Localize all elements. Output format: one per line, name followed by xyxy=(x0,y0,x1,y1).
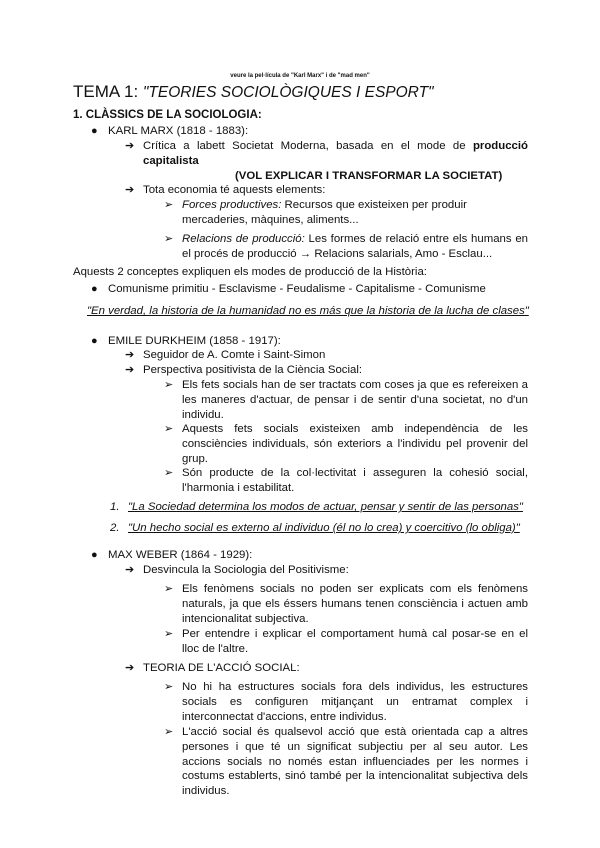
arrowhead-bullet-icon: ➢ xyxy=(164,628,174,640)
theory-point: L'acció social és qualsevol acció que està orientada cap a altres persones i que té un significat subjectiu per al seu autor. Les accions socials no només estan influenciades per les normes i costums establerts, sinó també per la intencionalitat subjectiva dels individus. xyxy=(182,726,528,798)
durkheim-point: Els fets socials han de ser tractats com coses ja que es refereixen a les maneres d'actuar, de pensar i de sentir d'una societat, no d'un individu. xyxy=(182,379,528,421)
durkheim-follower: Seguidor de A. Comte i Saint-Simon xyxy=(143,349,326,361)
arrowhead-bullet-icon: ➢ xyxy=(164,423,174,435)
section-heading: 1. CLÀSSICS DE LA SOCIOLOGIA: xyxy=(73,109,262,121)
quote-number: 2. xyxy=(110,522,120,534)
durkheim-quote: "La Sociedad determina los modos de actuar, pensar y sentir de las personas" xyxy=(128,501,523,513)
marx-heading: KARL MARX (1818 - 1883): xyxy=(108,125,249,137)
forces-item xyxy=(182,198,528,228)
marx-quote: "En verdad, la historia de la humanidad no es más que la historia de la lucha de clases" xyxy=(87,305,529,317)
critique-text: Crítica a labett Societat Moderna, basada en el mode de xyxy=(143,140,473,152)
durkheim-perspective: Perspectiva positivista de la Ciència Social: xyxy=(143,364,363,376)
theory-point: No hi ha estructures socials fora dels individus, les estructures socials es configuren mitjançant un entramat complex i interconnectat d'accions, entre individus. xyxy=(182,681,528,723)
weber-point: Els fenòmens socials no poden ser explicats com els fenòmens naturals, ja que els éssers humans tenen consciència i actuen amb intencionalitat subjectiva. xyxy=(182,583,528,625)
marx-goal: (VOL EXPLICAR I TRANSFORMAR LA SOCIETAT) xyxy=(235,170,503,182)
bullet-icon: ● xyxy=(91,283,98,295)
weber-theory: TEORIA DE L'ACCIÓ SOCIAL: xyxy=(143,662,300,674)
forces-text: Recursos que existeixen per produir mercaderies, màquines, aliments... xyxy=(182,199,467,226)
weber-heading: MAX WEBER (1864 - 1929): xyxy=(108,549,253,561)
bullet-icon: ● xyxy=(91,125,98,137)
modes-intro: Aquests 2 conceptes expliquen els modes de producció de la Història: xyxy=(73,266,427,278)
marx-economy: Tota economia té aquests elements: xyxy=(143,184,326,196)
arrowhead-bullet-icon: ➢ xyxy=(164,199,174,211)
durkheim-point: Aquests fets socials existeixen amb independència de les consciències individuals, són exteriors a l'individu pel provenir del grup. xyxy=(182,423,528,465)
title-topic: "TEORIES SOCIOLÒGIQUES I ESPORT" xyxy=(142,84,434,101)
title-prefix: TEMA 1: xyxy=(73,82,143,101)
relations-label: Relacions de producció: xyxy=(182,233,305,245)
arrowhead-bullet-icon: ➢ xyxy=(164,681,174,693)
arrow-icon: ➔ xyxy=(125,349,135,361)
critique-bold: producció capitalista xyxy=(143,140,528,167)
durkheim-point: Són producte de la col·lectivitat i asseguren la cohesió social, l'harmonia i estabilitat. xyxy=(182,467,528,494)
arrow-icon: ➔ xyxy=(125,364,135,376)
page-title xyxy=(73,81,434,104)
bullet-icon: ● xyxy=(91,549,98,561)
relations-item xyxy=(182,232,528,262)
arrowhead-bullet-icon: ➢ xyxy=(164,233,174,245)
header-note: veure la pel·lícula de "Karl Marx" i de "mad men" xyxy=(230,73,370,79)
arrow-icon: ➔ xyxy=(125,662,135,674)
arrow-icon: ➔ xyxy=(125,140,135,152)
bullet-icon: ● xyxy=(91,335,98,347)
relations-text: Les formes de relació entre els humans en el procés de producció → Relacions salarials, Amo - Esclau... xyxy=(182,233,529,260)
durkheim-quote: "Un hecho social es externo al individuo (él no lo crea) y coercitivo (lo obliga)" xyxy=(128,522,520,534)
modes-list: Comunisme primitiu - Esclavisme - Feudalisme - Capitalisme - Comunisme xyxy=(108,283,486,295)
arrowhead-bullet-icon: ➢ xyxy=(164,467,174,479)
arrowhead-bullet-icon: ➢ xyxy=(164,379,174,391)
arrow-icon: ➔ xyxy=(125,184,135,196)
quote-number: 1. xyxy=(110,501,120,513)
arrow-icon: ➔ xyxy=(125,564,135,576)
durkheim-heading: EMILE DURKHEIM (1858 - 1917): xyxy=(108,335,281,347)
marx-critique xyxy=(143,139,528,169)
arrowhead-bullet-icon: ➢ xyxy=(164,726,174,738)
forces-label: Forces productives: xyxy=(182,199,282,211)
weber-point: Per entendre i explicar el comportament humà cal posar-se en el lloc de l'altre. xyxy=(182,628,528,655)
weber-detach: Desvincula la Sociologia del Positivisme: xyxy=(143,564,349,576)
arrowhead-bullet-icon: ➢ xyxy=(164,583,174,595)
